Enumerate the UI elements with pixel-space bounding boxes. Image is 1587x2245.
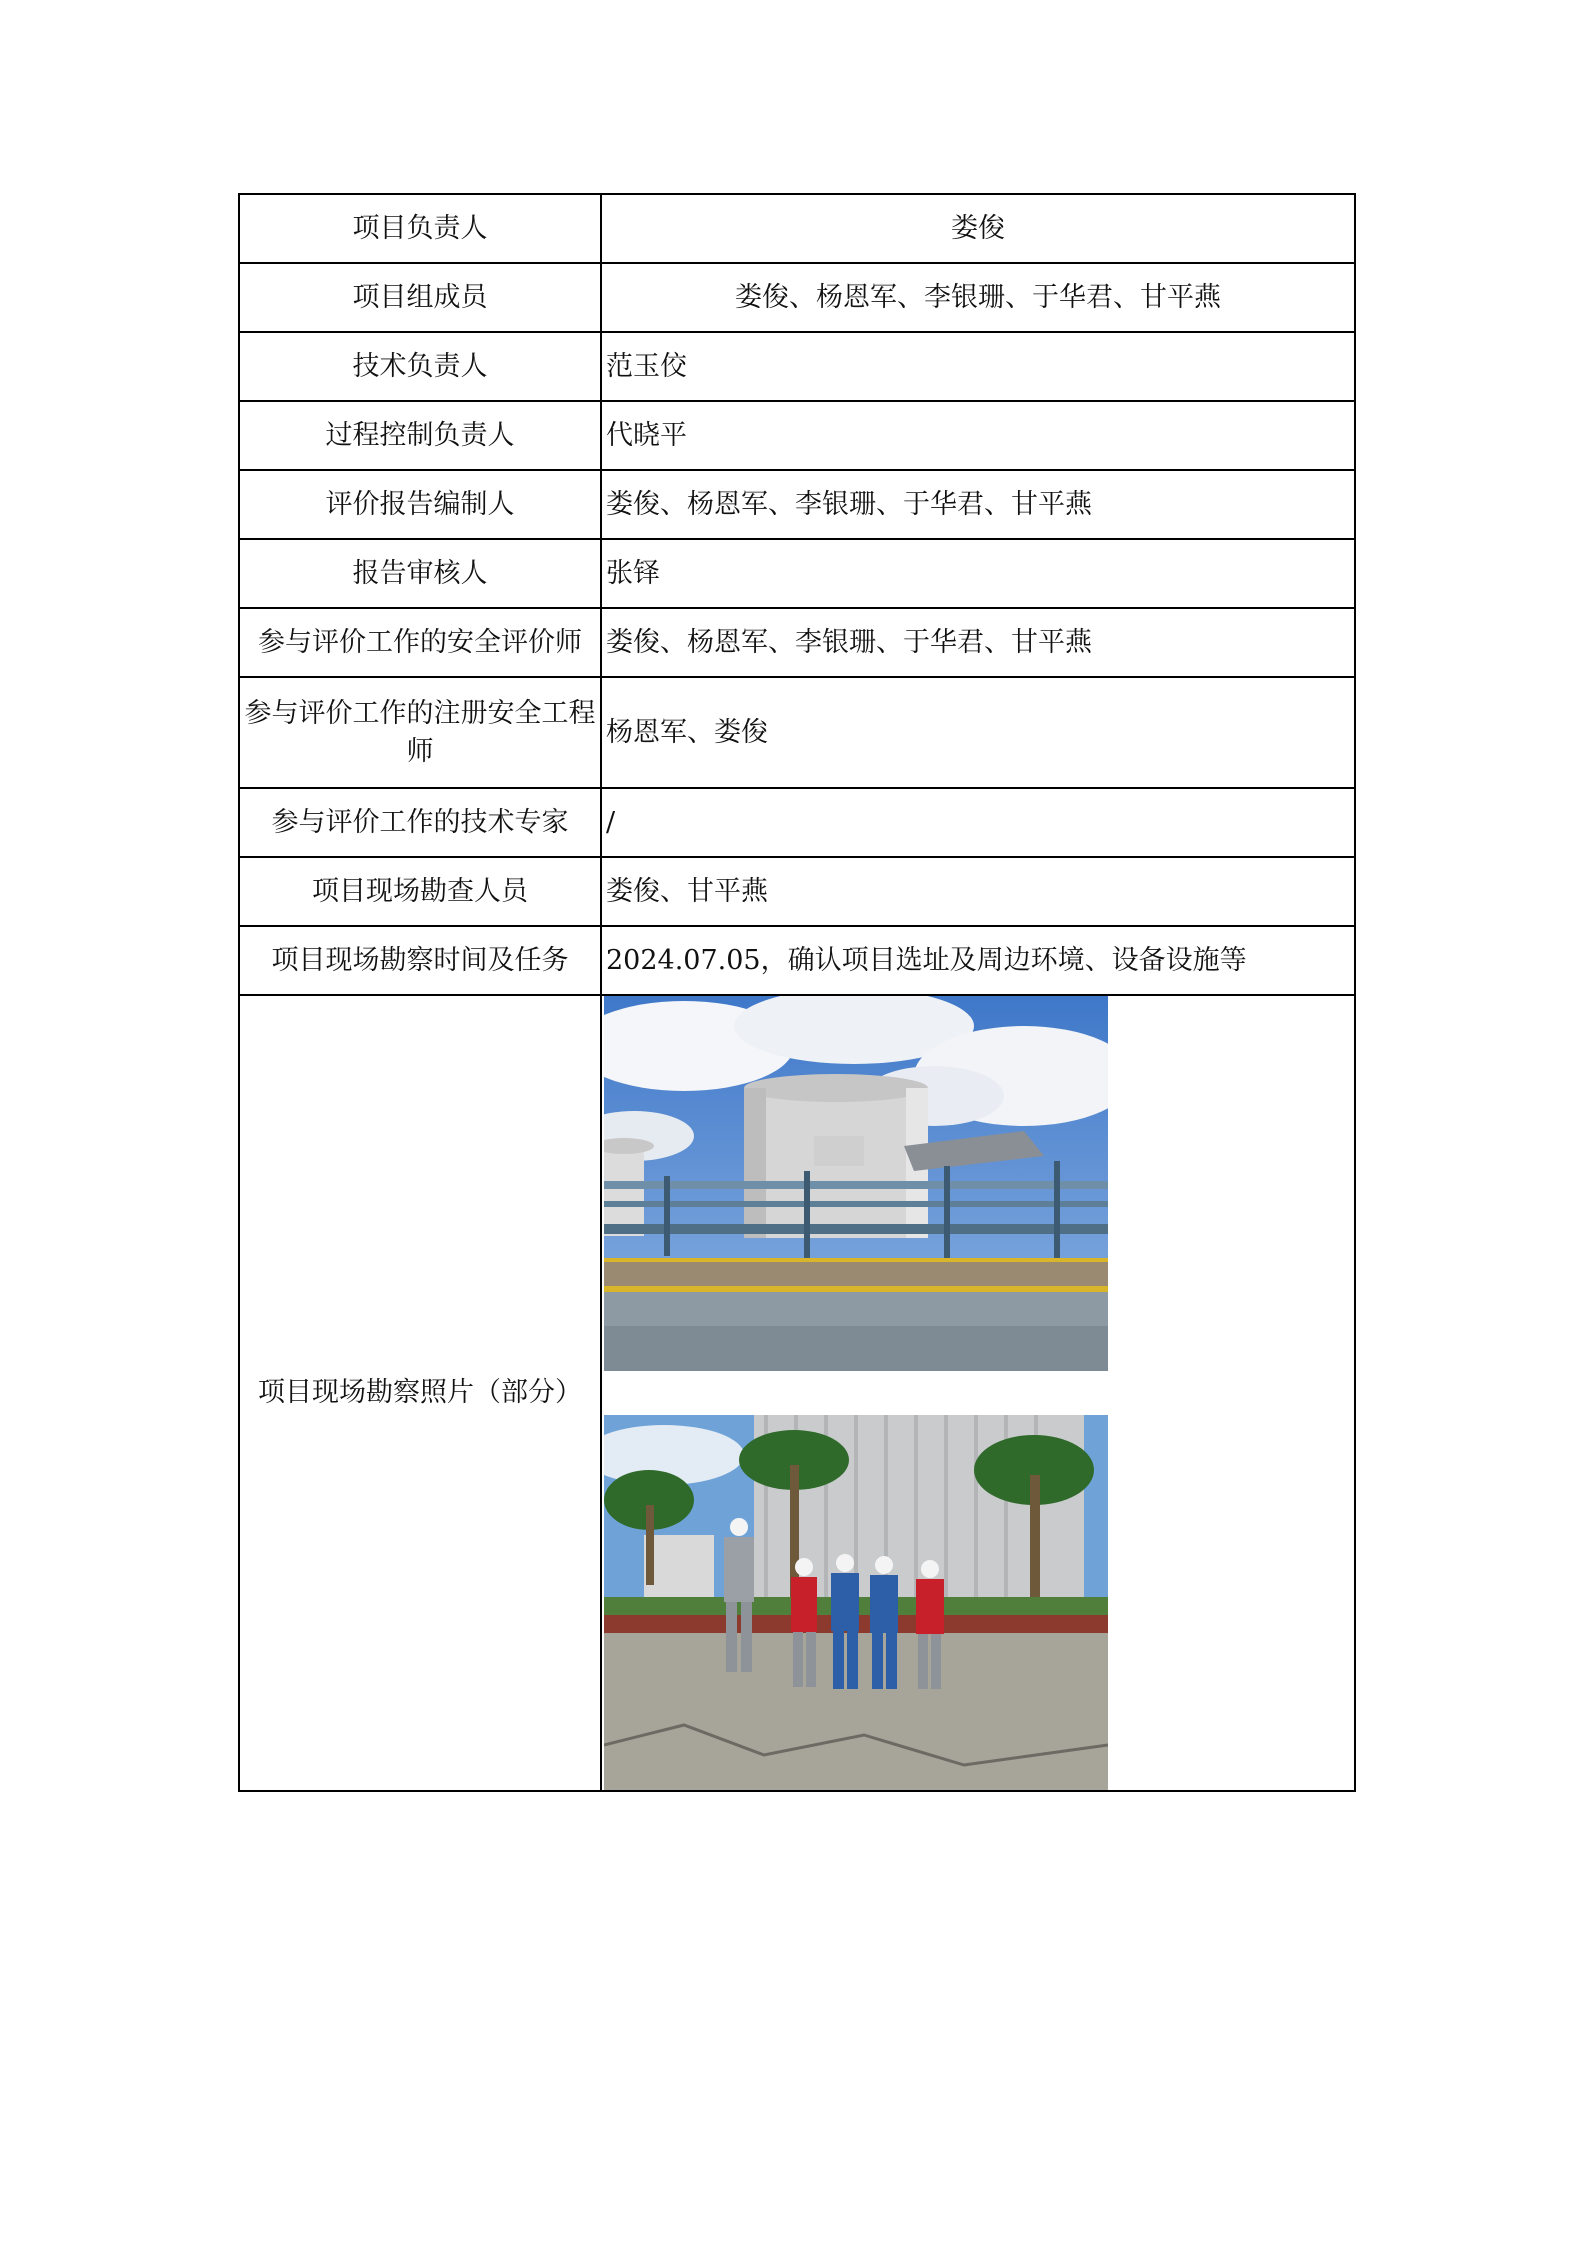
- project-info-table: [238, 193, 1356, 1792]
- row-value: 杨恩军、娄俊: [601, 677, 1355, 788]
- photos-label: 项目现场勘察照片（部分）: [239, 995, 601, 1791]
- row-label: 评价报告编制人: [239, 470, 601, 539]
- row-value: 娄俊、杨恩军、李银珊、于华君、甘平燕: [601, 470, 1355, 539]
- table-row: [239, 470, 1355, 539]
- table-row: [239, 401, 1355, 470]
- row-label: 参与评价工作的注册安全工程师: [239, 677, 601, 788]
- row-value: 代晓平: [601, 401, 1355, 470]
- table-row: [239, 788, 1355, 857]
- row-label: 参与评价工作的技术专家: [239, 788, 601, 857]
- row-value: 范玉佼: [601, 332, 1355, 401]
- table-row: [239, 332, 1355, 401]
- row-label: 项目负责人: [239, 194, 601, 263]
- row-label: 项目现场勘查人员: [239, 857, 601, 926]
- table-row: [239, 263, 1355, 332]
- oil-storage-tank-photo: [604, 996, 1108, 1371]
- row-value: 娄俊、杨恩军、李银珊、于华君、甘平燕: [601, 608, 1355, 677]
- row-label: 项目组成员: [239, 263, 601, 332]
- row-label: 技术负责人: [239, 332, 601, 401]
- row-value: 娄俊、甘平燕: [601, 857, 1355, 926]
- table-row: [239, 539, 1355, 608]
- row-label: 项目现场勘察时间及任务: [239, 926, 601, 995]
- table-row: [239, 194, 1355, 263]
- row-label: 参与评价工作的安全评价师: [239, 608, 601, 677]
- photos-row: [239, 995, 1355, 1791]
- row-label: 报告审核人: [239, 539, 601, 608]
- table-row: [239, 857, 1355, 926]
- row-value: /: [601, 788, 1355, 857]
- row-value: 娄俊、杨恩军、李银珊、于华君、甘平燕: [601, 263, 1355, 332]
- table-row: [239, 608, 1355, 677]
- site-survey-team-photo: [604, 1415, 1108, 1790]
- row-value: 娄俊: [601, 194, 1355, 263]
- row-value: 张铎: [601, 539, 1355, 608]
- table-row: [239, 677, 1355, 788]
- row-value: 2024.07.05，确认项目选址及周边环境、设备设施等: [601, 926, 1355, 995]
- row-label: 过程控制负责人: [239, 401, 601, 470]
- photos-cell: [601, 995, 1355, 1791]
- table-row: [239, 926, 1355, 995]
